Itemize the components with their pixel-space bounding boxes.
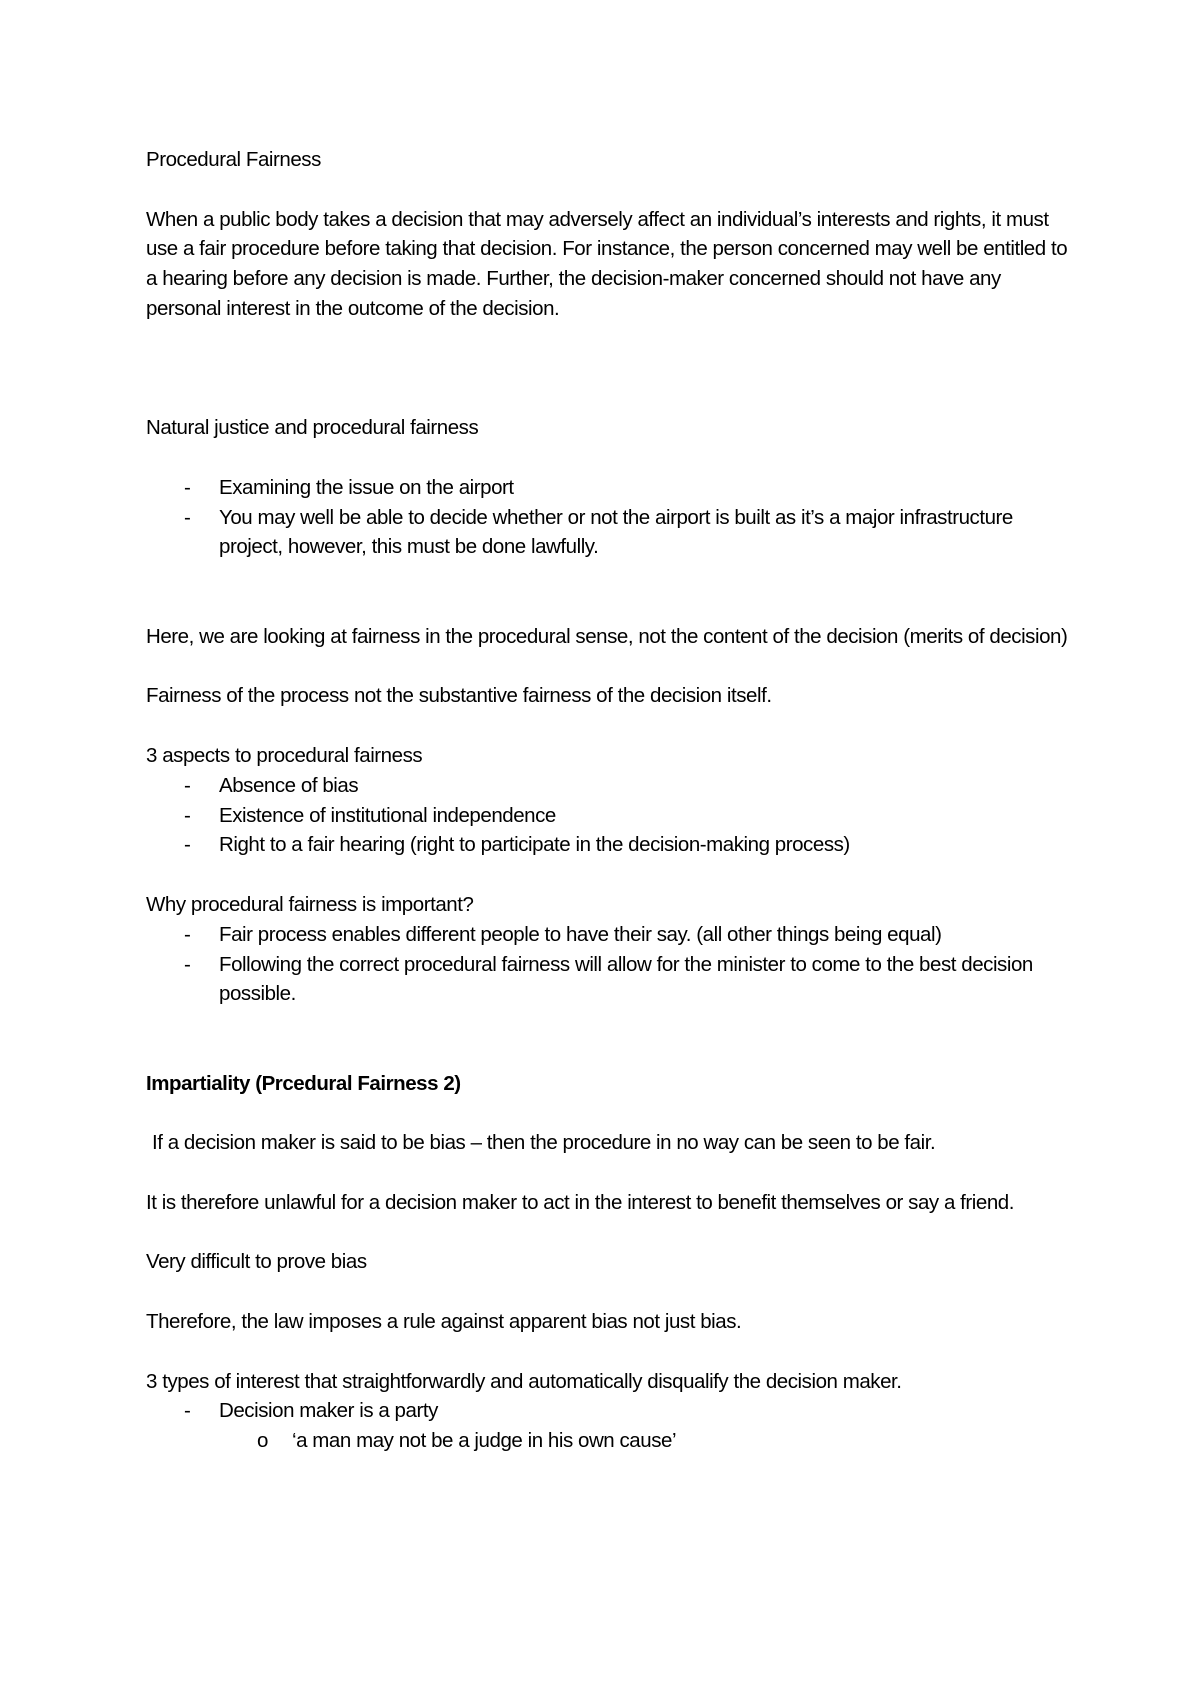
list-item <box>146 503 1076 563</box>
bias-paragraph: If a decision maker is said to be bias – then the procedure in no way can be seen to be fair. <box>152 1131 936 1155</box>
dash-bullet: - <box>184 922 191 946</box>
list-item <box>146 920 1076 950</box>
list-item-text: You may well be able to decide whether or not the airport is built as it’s a major infrastructure project, however, this must be done lawfully. <box>219 505 1013 559</box>
difficult-paragraph: Very difficult to prove bias <box>146 1250 367 1274</box>
dash-bullet: - <box>184 803 191 827</box>
document-page <box>146 145 1076 1456</box>
aspects-heading: 3 aspects to procedural fairness <box>146 743 423 767</box>
unlawful-paragraph: It is therefore unlawful for a decision maker to act in the interest to benefit themselves or say a friend. <box>146 1190 1014 1214</box>
impartiality-heading: Impartiality (Prcedural Fairness 2) <box>146 1071 461 1095</box>
list-item-text: Fair process enables different people to have their say. (all other things being equal) <box>219 922 942 946</box>
dash-bullet: - <box>184 773 191 797</box>
process-fairness-paragraph: Fairness of the process not the substantive fairness of the decision itself. <box>146 684 772 708</box>
dash-bullet: - <box>184 833 191 857</box>
why-list <box>146 920 1076 1009</box>
list-item-text: Examining the issue on the airport <box>219 475 514 499</box>
natural-justice-list <box>146 473 1076 562</box>
dash-bullet: - <box>184 505 191 529</box>
list-item <box>146 830 1076 860</box>
sub-list-item-text: ‘a man may not be a judge in his own cause’ <box>292 1429 677 1453</box>
dash-bullet: - <box>184 952 191 976</box>
list-item <box>146 950 1076 1010</box>
list-item <box>146 771 1076 801</box>
types-heading: 3 types of interest that straightforwardly and automatically disqualify the decision maker. <box>146 1369 902 1393</box>
types-list <box>146 1396 1076 1426</box>
procedural-sense-paragraph: Here, we are looking at fairness in the procedural sense, not the content of the decision (merits of decision) <box>146 624 1068 648</box>
types-sublist <box>146 1426 1076 1456</box>
dash-bullet: - <box>184 475 191 499</box>
intro-paragraph: When a public body takes a decision that may adversely affect an individual’s interests and rights, it must use a fair procedure before taking that decision. For instance, the person concerned may well be entitled to a hearing before any decision is made. Further, the decision-maker concerned should not have any personal interest in the outcome of the decision. <box>146 207 1068 320</box>
apparent-bias-paragraph: Therefore, the law imposes a rule against apparent bias not just bias. <box>146 1310 742 1334</box>
dash-bullet: - <box>184 1399 191 1423</box>
list-item <box>146 473 1076 503</box>
list-item <box>146 1396 1076 1426</box>
sub-list-item <box>146 1426 1076 1456</box>
list-item-text: Right to a fair hearing (right to participate in the decision-making process) <box>219 833 850 857</box>
list-item-text: Decision maker is a party <box>219 1399 438 1423</box>
document-title: Procedural Fairness <box>146 148 321 171</box>
list-item <box>146 801 1076 831</box>
circle-bullet: o <box>257 1429 268 1453</box>
list-item-text: Existence of institutional independence <box>219 803 556 827</box>
why-heading: Why procedural fairness is important? <box>146 892 474 916</box>
list-item-text: Following the correct procedural fairness will allow for the minister to come to the best decision possible. <box>219 952 1033 1006</box>
aspects-list <box>146 771 1076 860</box>
natural-justice-heading: Natural justice and procedural fairness <box>146 416 479 440</box>
list-item-text: Absence of bias <box>219 773 359 797</box>
